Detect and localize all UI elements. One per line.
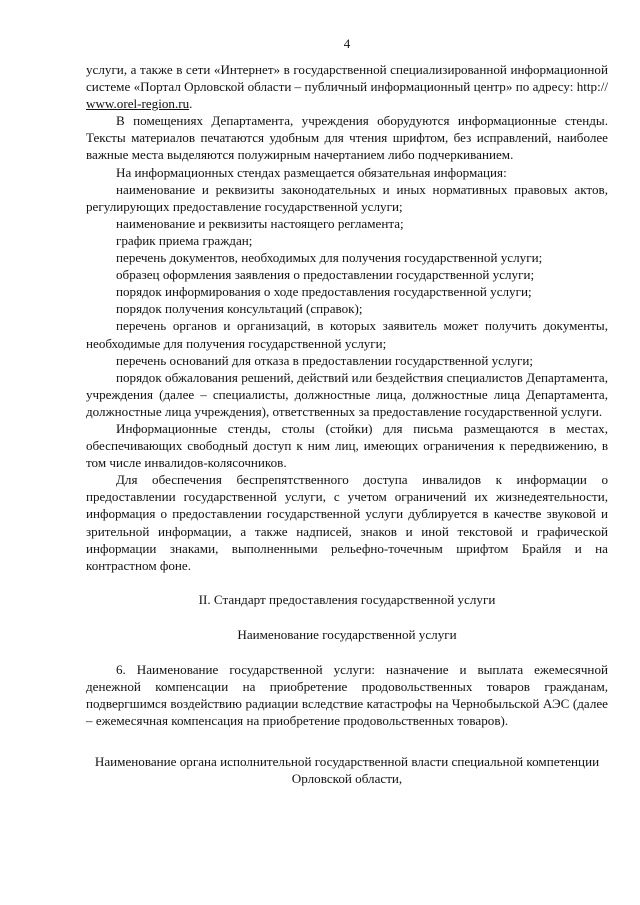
page-number: 4 (343, 36, 351, 51)
section-title: II. Стандарт предоставления государственной услуги (198, 591, 496, 607)
list-item-regulation: наименование и реквизиты настоящего регламента; (116, 215, 404, 231)
subsection-title: Наименование государственной услуги (237, 626, 457, 642)
list-item-organizations: перечень органов и организаций, в которых заявитель может получить документы, необходимые для получения государственной услуги; (86, 318, 608, 351)
list-item-application-sample: образец оформления заявления о предоставлении государственной услуги; (116, 267, 535, 283)
intro-paragraph (86, 61, 608, 112)
list-item-appeal-procedure: порядок обжалования решений, действий или бездействия специалистов Департамента, учреждения (далее – специалисты, должностные лица, должностные лица Департамента, должностные лица учреждения), ответственных за предоставление государственной услуги. (86, 369, 608, 419)
list-item-progress-info: порядок информирования о ходе предоставления государственной услуги; (116, 284, 532, 300)
list-item-consultations: порядок получения консультаций (справок); (116, 301, 363, 317)
item-6-paragraph: 6. Наименование государственной услуги: назначение и выплата ежемесячной денежной компенсации на приобретение продовольственных товаров гражданам, подвергшимся воздействию радиации вследствие катастрофы на Чернобыльской АЭС (далее – ежемесячная компенсация на приобретение продовольственных товаров). (86, 662, 608, 729)
paragraph-stands: В помещениях Департамента, учреждения оборудуются информационные стенды. Тексты материалов печатаются удобным для чтения шрифтом, без исправлений, наиболее важные места выделяются полужирным начертанием либо подчеркиванием. (86, 113, 608, 163)
list-item-legal-acts: наименование и реквизиты законодательных и иных нормативных правовых актов, регулирующих предоставление государственной услуги; (86, 181, 608, 214)
list-item-schedule: график приема граждан; (116, 232, 253, 248)
intro-text-start: услуги, а также в сети «Интернет» в государственной специализированной информационной системе «Портал Орловской области – публичный информационный центр» по адресу: http:// (86, 62, 608, 95)
paragraph-accessibility: Для обеспечения беспрепятственного доступа инвалидов к информации о предоставлении государственной услуги, с учетом ограничений их жизнедеятельности, информация о предоставлении государственной услуги дублируется в качестве звуковой и зрительной информации, а также надписей, знаков и иной текстовой и графической информации знаками, выполненными рельефно-точечным шрифтом Брайля и на контрастном фоне. (86, 472, 608, 573)
region-portal-link[interactable]: www.orel-region.ru (86, 96, 190, 112)
list-item-refusal-grounds: перечень оснований для отказа в предоставлении государственной услуги; (116, 352, 534, 368)
list-item-documents: перечень документов, необходимых для получения государственной услуги; (116, 250, 543, 266)
paragraph-stand-placement: Информационные стенды, столы (стойки) для письма размещаются в местах, обеспечивающих свободный доступ к ним лиц, имеющих ограничения к передвижению, в том числе инвалидов-колясочников. (86, 420, 608, 471)
document-body (86, 61, 608, 788)
authority-heading: Наименование органа исполнительной государственной власти специальной компетенции Орловской области, (94, 754, 600, 787)
paragraph-mandatory-info: На информационных стендах размещается обязательная информация: (116, 164, 507, 180)
intro-text-end: . (189, 96, 193, 112)
